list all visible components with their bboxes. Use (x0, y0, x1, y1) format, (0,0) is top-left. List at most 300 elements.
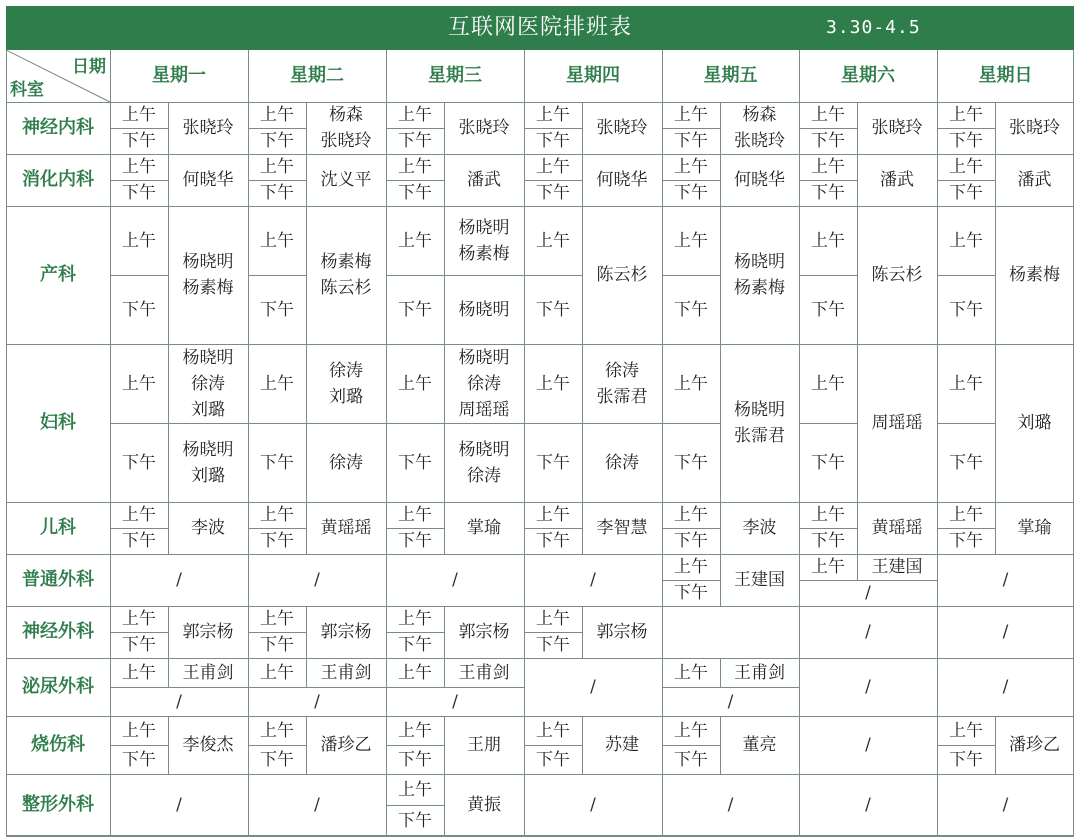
no-shift-slash-text: / (865, 622, 871, 642)
doctor-am-text: 王甫剑 (320, 662, 372, 683)
pm-label-text: 下午 (674, 583, 708, 603)
no-shift-slash-text: / (176, 795, 182, 815)
pm-label (110, 423, 168, 502)
no-shift-slash-text: / (590, 677, 596, 697)
doctor-all-day (168, 154, 248, 206)
doctor-am-text: 周瑶瑶 (458, 399, 510, 420)
doctor-am (306, 658, 386, 687)
doctor-all-day (857, 102, 937, 154)
am-label-text: 上午 (536, 105, 570, 125)
am-label-text: 上午 (398, 157, 432, 177)
pm-label-text: 下午 (674, 299, 708, 320)
doctor-pm-text: 刘璐 (191, 465, 225, 486)
pm-label-text: 下午 (949, 183, 983, 203)
dept-label (6, 774, 110, 836)
am-label (662, 206, 720, 275)
am-label-text: 上午 (536, 157, 570, 177)
no-shift-slash-text: / (865, 583, 871, 603)
no-shift-slash-text: / (1002, 795, 1009, 815)
no-shift-slash (799, 774, 937, 836)
am-label-text: 上午 (674, 373, 708, 394)
pm-label (386, 745, 444, 774)
am-label (662, 344, 720, 423)
am-label-text: 上午 (260, 105, 294, 125)
am-label-text: 上午 (260, 373, 294, 394)
pm-label (524, 528, 582, 554)
doctor-all-day-text: 黄瑶瑶 (320, 518, 372, 538)
doctor-all-day-text: 杨森 (742, 105, 777, 125)
doctor-am (444, 658, 524, 687)
am-label (799, 554, 857, 580)
pm-label-text: 下午 (536, 531, 570, 551)
pm-label (662, 275, 720, 344)
am-label-text: 上午 (811, 505, 845, 525)
pm-label (937, 745, 995, 774)
no-shift-slash (799, 658, 937, 716)
pm-label (524, 275, 582, 344)
pm-label (110, 128, 168, 154)
doctor-all-day-text: 李波 (191, 518, 225, 538)
doctor-all-day-text: 杨晓明 (734, 400, 785, 420)
am-label (248, 206, 306, 275)
no-shift-slash (248, 687, 386, 716)
pm-label (248, 528, 306, 554)
am-label-text: 上午 (536, 230, 570, 251)
doctor-all-day-text: 杨素梅 (182, 278, 234, 298)
doctor-all-day-text: 张晓玲 (734, 131, 785, 151)
pm-label (386, 180, 444, 206)
doctor-pm-text: 杨晓明 (182, 439, 234, 460)
am-label (110, 154, 168, 180)
am-label (662, 102, 720, 128)
am-label (248, 102, 306, 128)
doctor-all-day-text: 潘武 (1017, 170, 1052, 190)
am-label (524, 606, 582, 632)
pm-label (524, 745, 582, 774)
am-label-text: 上午 (949, 373, 983, 394)
am-label-text: 上午 (122, 373, 156, 394)
pm-label-text: 下午 (536, 452, 570, 473)
am-label-text: 上午 (122, 662, 156, 683)
doctor-all-day (306, 606, 386, 658)
am-label-text: 上午 (536, 505, 570, 525)
doctor-am-text: 王甫剑 (734, 662, 785, 683)
doctor-all-day-text: 董亮 (742, 735, 777, 755)
am-label-text: 上午 (398, 662, 432, 683)
am-label (799, 344, 857, 423)
am-label (110, 344, 168, 423)
doctor-all-day (995, 344, 1074, 502)
pm-label-text: 下午 (536, 749, 570, 770)
no-shift-slash-text: / (590, 570, 596, 590)
day-header (662, 50, 799, 102)
am-label-text: 上午 (398, 779, 432, 800)
dept-label (6, 658, 110, 716)
doctor-am-text: 王甫剑 (458, 662, 510, 683)
no-shift-slash-text: / (176, 570, 182, 590)
no-shift-slash (937, 554, 1074, 606)
doctor-am (444, 206, 524, 275)
am-label (937, 154, 995, 180)
doctor-all-day-text: 王建国 (734, 570, 785, 590)
pm-label-text: 下午 (122, 635, 156, 655)
am-label-text: 上午 (260, 609, 294, 629)
day-header-text: 星期三 (428, 65, 482, 86)
am-label-text: 上午 (811, 105, 845, 125)
no-shift-slash-text: / (1002, 570, 1009, 590)
am-label (799, 502, 857, 528)
pm-label (937, 128, 995, 154)
doctor-am-text: 徐涛 (191, 373, 225, 394)
pm-label-text: 下午 (398, 452, 432, 473)
no-shift-slash-text: / (865, 735, 871, 755)
am-label-text: 上午 (674, 662, 708, 683)
am-label (110, 658, 168, 687)
day-header-text: 星期六 (841, 65, 895, 86)
am-label-text: 上午 (674, 157, 708, 177)
doctor-all-day (582, 502, 662, 554)
doctor-all-day (444, 102, 524, 154)
am-label-text: 上午 (398, 373, 432, 394)
doctor-am-text: 徐涛 (329, 360, 363, 381)
doctor-pm-text: 徐涛 (329, 452, 363, 473)
am-label (937, 502, 995, 528)
doctor-all-day-text: 黄振 (467, 795, 501, 815)
doctor-all-day (720, 102, 799, 154)
day-header-text: 星期二 (290, 65, 344, 86)
pm-label-text: 下午 (536, 635, 570, 655)
pm-label (524, 632, 582, 658)
pm-label (662, 128, 720, 154)
pm-label (248, 423, 306, 502)
doctor-am-text: 徐涛 (605, 360, 639, 381)
no-shift-slash (799, 606, 937, 658)
doctor-all-day-text: 李俊杰 (182, 735, 234, 755)
no-shift-slash (248, 554, 386, 606)
corner-dept-label: 科室 (10, 80, 44, 100)
no-shift-slash (937, 774, 1074, 836)
pm-label (799, 275, 857, 344)
no-shift-slash (110, 687, 248, 716)
am-label-text: 上午 (260, 230, 294, 251)
am-label (386, 206, 444, 275)
pm-label (799, 423, 857, 502)
day-header-text: 星期五 (703, 65, 758, 86)
day-header (937, 50, 1074, 102)
doctor-all-day (582, 716, 662, 774)
doctor-all-day (720, 502, 799, 554)
doctor-all-day-text: 杨素梅 (734, 278, 785, 298)
no-shift-slash-text: / (452, 570, 458, 590)
no-shift-slash-text: / (452, 691, 458, 712)
am-label-text: 上午 (949, 157, 983, 177)
pm-label-text: 下午 (122, 183, 156, 203)
doctor-all-day (306, 102, 386, 154)
pm-label-text: 下午 (122, 531, 156, 551)
doctor-all-day (582, 154, 662, 206)
am-label-text: 上午 (949, 720, 983, 741)
pm-label-text: 下午 (811, 452, 845, 473)
no-shift-slash-text: / (865, 677, 871, 697)
doctor-all-day-text: 潘珍乙 (320, 735, 372, 755)
pm-label-text: 下午 (949, 531, 983, 551)
no-shift-slash (110, 774, 248, 836)
pm-label-text: 下午 (260, 531, 294, 551)
doctor-pm (444, 275, 524, 344)
dept-label (6, 102, 110, 154)
pm-label-text: 下午 (811, 131, 845, 151)
dept-label-text: 泌尿外科 (22, 676, 94, 697)
pm-label (386, 128, 444, 154)
doctor-pm-text: 杨晓明 (458, 439, 510, 460)
am-label-text: 上午 (398, 720, 432, 741)
no-shift-slash-text: / (1002, 622, 1009, 642)
am-label (386, 658, 444, 687)
am-label (662, 658, 720, 687)
pm-label-text: 下午 (674, 452, 708, 473)
doctor-all-day (720, 154, 799, 206)
doctor-am-text: 王甫剑 (182, 662, 234, 683)
am-label (524, 206, 582, 275)
pm-label-text: 下午 (674, 183, 708, 203)
doctor-all-day-text: 张晓玲 (182, 118, 234, 138)
doctor-all-day-text: 郭宗杨 (596, 622, 648, 642)
am-label (386, 774, 444, 805)
am-label (248, 502, 306, 528)
no-shift-slash-text: / (314, 795, 320, 815)
doctor-all-day (582, 606, 662, 658)
pm-label-text: 下午 (398, 183, 432, 203)
dept-label (6, 154, 110, 206)
doctor-all-day (306, 502, 386, 554)
no-shift-slash (524, 658, 662, 716)
doctor-am-text: 杨晓明 (458, 347, 510, 368)
day-header (248, 50, 386, 102)
pm-label (386, 275, 444, 344)
pm-label (937, 528, 995, 554)
dept-label-text: 神经外科 (22, 621, 94, 642)
doctor-all-day (857, 154, 937, 206)
am-label-text: 上午 (949, 505, 983, 525)
doctor-am (720, 658, 799, 687)
schedule-sheet (6, 6, 1074, 834)
pm-label-text: 下午 (674, 749, 708, 770)
day-header (386, 50, 524, 102)
doctor-am (168, 658, 248, 687)
am-label-text: 上午 (674, 230, 708, 251)
doctor-all-day (444, 502, 524, 554)
am-label-text: 上午 (260, 157, 294, 177)
pm-label-text: 下午 (260, 749, 294, 770)
pm-label-text: 下午 (536, 183, 570, 203)
no-shift-slash-text: / (1002, 677, 1009, 697)
doctor-all-day-text: 潘武 (467, 170, 501, 190)
page-title: 互联网医院排班表 (447, 15, 632, 40)
doctor-all-day-text: 郭宗杨 (320, 622, 372, 642)
am-label-text: 上午 (536, 720, 570, 741)
pm-label (524, 128, 582, 154)
am-label (110, 102, 168, 128)
no-shift-slash-text: / (727, 691, 734, 712)
pm-label-text: 下午 (398, 299, 432, 320)
dept-label (6, 554, 110, 606)
dept-label (6, 502, 110, 554)
doctor-all-day-text: 苏建 (605, 735, 639, 755)
doctor-all-day-text: 陈云杉 (871, 265, 923, 285)
am-label-text: 上午 (122, 157, 156, 177)
am-label-text: 上午 (811, 230, 845, 251)
am-label (248, 344, 306, 423)
am-label (248, 716, 306, 745)
doctor-all-day-text: 张晓玲 (871, 118, 923, 138)
doctor-pm-text: 杨晓明 (458, 299, 510, 320)
doctor-all-day-text: 何晓华 (596, 170, 648, 190)
am-label-text: 上午 (122, 230, 156, 251)
pm-label-text: 下午 (398, 635, 432, 655)
no-shift-slash (799, 580, 937, 606)
day-header-text: 星期日 (978, 65, 1033, 86)
no-shift-slash (662, 774, 799, 836)
doctor-all-day-text: 杨素梅 (320, 252, 372, 272)
doctor-am (306, 344, 386, 423)
dept-label-text: 整形外科 (22, 794, 94, 815)
corner-date-label: 日期 (72, 57, 106, 77)
pm-label (386, 805, 444, 836)
pm-label-text: 下午 (398, 531, 432, 551)
am-label (386, 716, 444, 745)
no-shift-slash-text: / (176, 691, 182, 712)
no-shift-slash-text: / (865, 795, 871, 815)
doctor-all-day (995, 502, 1074, 554)
title-bar (6, 6, 1074, 50)
dept-label-text: 妇科 (40, 412, 76, 433)
pm-label (386, 423, 444, 502)
am-label-text: 上午 (536, 609, 570, 629)
doctor-pm (306, 423, 386, 502)
doctor-all-day-text: 王朋 (467, 735, 501, 755)
doctor-am (857, 554, 937, 580)
am-label (937, 344, 995, 423)
pm-label (386, 528, 444, 554)
no-shift-slash-text: / (590, 795, 596, 815)
am-label-text: 上午 (260, 720, 294, 741)
am-label (110, 206, 168, 275)
doctor-all-day-text: 刘璐 (1017, 413, 1052, 433)
pm-label (662, 528, 720, 554)
am-label-text: 上午 (674, 720, 708, 741)
doctor-am-text: 刘璐 (191, 399, 225, 420)
doctor-all-day (857, 344, 937, 502)
pm-label-text: 下午 (674, 531, 708, 551)
doctor-all-day (995, 206, 1074, 344)
am-label (248, 154, 306, 180)
am-label-text: 上午 (398, 609, 432, 629)
doctor-all-day-text: 李智慧 (596, 518, 648, 538)
doctor-all-day-text: 潘武 (880, 170, 914, 190)
no-shift-slash (248, 774, 386, 836)
pm-label (110, 745, 168, 774)
am-label (386, 102, 444, 128)
am-label-text: 上午 (398, 505, 432, 525)
pm-label (662, 580, 720, 606)
doctor-all-day (995, 102, 1074, 154)
doctor-all-day (857, 206, 937, 344)
doctor-all-day-text: 黄瑶瑶 (871, 518, 923, 538)
am-label (386, 502, 444, 528)
pm-label (662, 745, 720, 774)
doctor-all-day (857, 502, 937, 554)
no-shift-slash (386, 687, 524, 716)
pm-label-text: 下午 (398, 749, 432, 770)
doctor-all-day-text: 杨素梅 (1009, 265, 1060, 285)
am-label-text: 上午 (260, 505, 294, 525)
no-shift-slash-text: / (314, 691, 320, 712)
am-label (799, 102, 857, 128)
doctor-all-day-text: 杨晓明 (182, 252, 234, 272)
doctor-all-day-text: 掌瑜 (467, 518, 501, 538)
pm-label (248, 275, 306, 344)
no-shift-slash (662, 687, 799, 716)
doctor-all-day-text: 陈云杉 (596, 265, 648, 285)
date-range: 3.30-4.5 (826, 17, 921, 38)
no-shift-slash (386, 554, 524, 606)
am-label-text: 上午 (811, 373, 845, 394)
am-label (662, 554, 720, 580)
am-label-text: 上午 (122, 105, 156, 125)
doctor-all-day-text: 李波 (742, 518, 777, 538)
doctor-all-day-text: 张晓玲 (458, 118, 510, 138)
am-label (662, 154, 720, 180)
doctor-pm-text: 徐涛 (605, 452, 639, 473)
am-label (662, 502, 720, 528)
dept-label (6, 344, 110, 502)
pm-label (662, 180, 720, 206)
pm-label-text: 下午 (949, 749, 983, 770)
doctor-am (444, 344, 524, 423)
doctor-all-day (995, 154, 1074, 206)
am-label (524, 502, 582, 528)
day-header-text: 星期四 (566, 65, 620, 86)
am-label-text: 上午 (674, 505, 708, 525)
pm-label-text: 下午 (811, 531, 845, 551)
pm-label (110, 180, 168, 206)
pm-label (110, 275, 168, 344)
pm-label (799, 528, 857, 554)
am-label-text: 上午 (398, 105, 432, 125)
am-label-text: 上午 (811, 557, 845, 577)
doctor-all-day-text: 沈义平 (320, 170, 372, 190)
doctor-all-day (720, 554, 799, 606)
no-shift-slash (799, 716, 937, 774)
pm-label-text: 下午 (260, 299, 294, 320)
pm-label-text: 下午 (536, 299, 570, 320)
doctor-am-text: 杨晓明 (182, 347, 234, 368)
no-shift-slash (110, 554, 248, 606)
am-label (662, 716, 720, 745)
am-label (386, 154, 444, 180)
doctor-all-day-text: 杨森 (329, 105, 363, 125)
doctor-all-day (306, 154, 386, 206)
am-label (386, 344, 444, 423)
am-label-text: 上午 (811, 157, 845, 177)
pm-label-text: 下午 (811, 183, 845, 203)
doctor-am-text: 刘璐 (329, 386, 363, 407)
pm-label-text: 下午 (122, 299, 156, 320)
dept-label-text: 儿科 (40, 517, 76, 538)
doctor-all-day-text: 陈云杉 (320, 278, 372, 298)
pm-label (248, 745, 306, 774)
doctor-all-day (444, 154, 524, 206)
